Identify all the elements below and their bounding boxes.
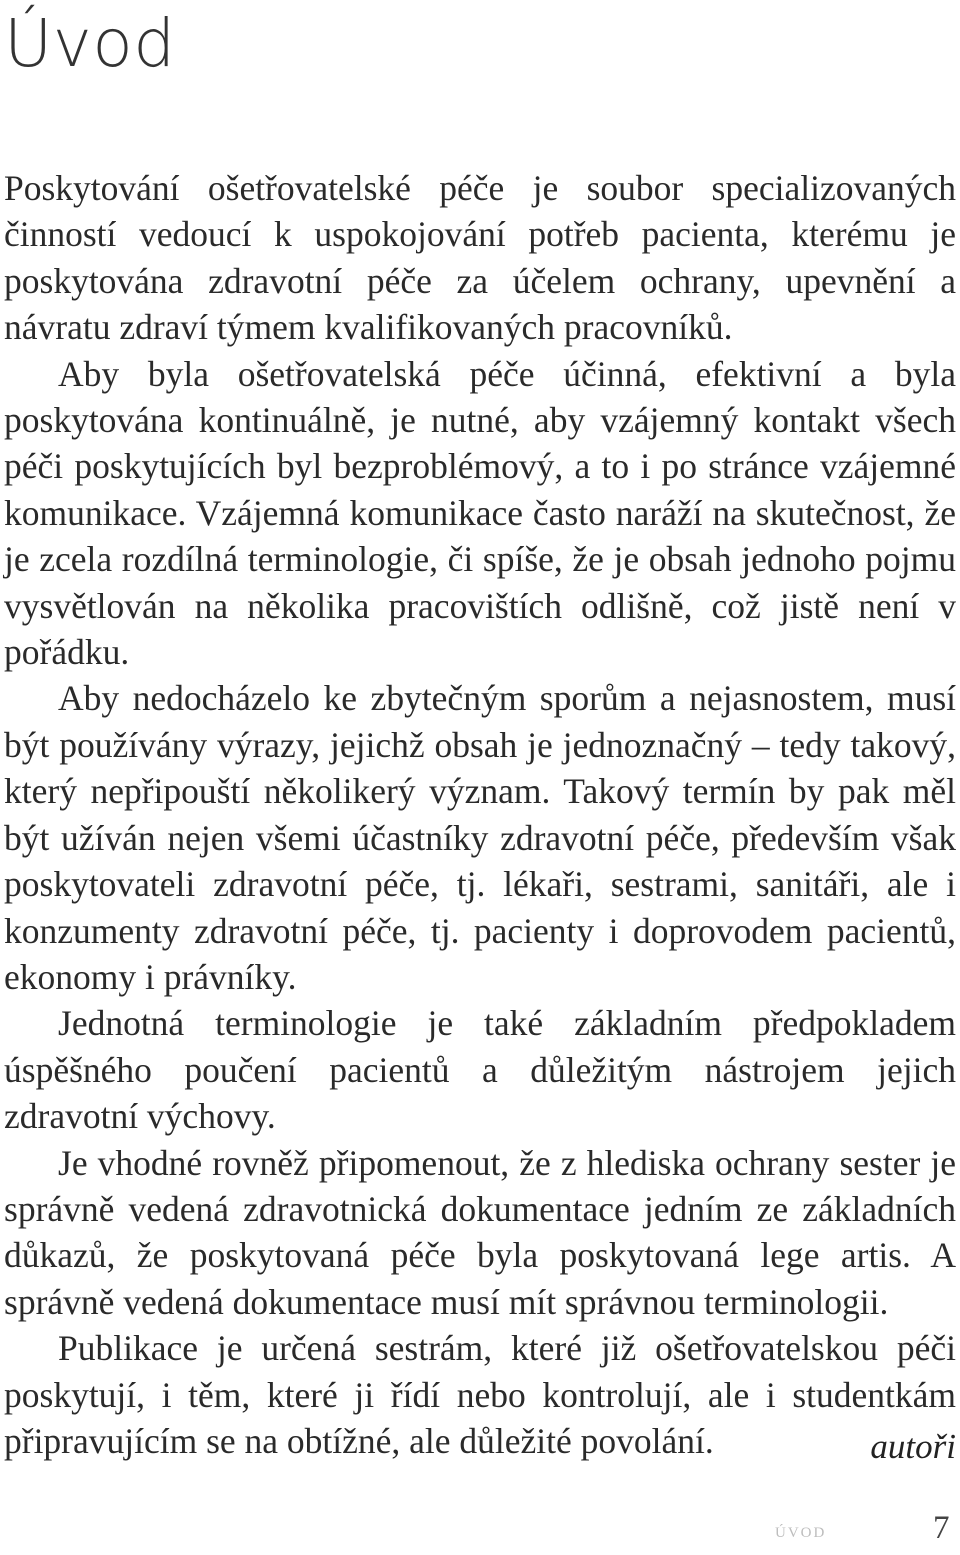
- paragraph-5: Je vhodné rovněž připomenout, že z hlediska ochrany sester je správně vedená zdravotnická dokumentace jedním ze základních důkazů, že poskytovaná péče byla poskytovaná lege artis. A správně vedená dokumentace musí mít správnou terminologii.: [4, 1142, 956, 1322]
- page-number: 7: [933, 1510, 950, 1546]
- paragraph-6: Publikace je určená sestrám, které již ošetřovatelskou péči poskytují, i těm, které ji řídí nebo kontrolují, ale i studentkám připravujícím se na obtížné, ale důležité povolání.: [4, 1328, 956, 1461]
- page-title: Úvod: [4, 5, 176, 82]
- signature: autoři: [870, 1427, 956, 1466]
- running-footer-section: úvod: [775, 1517, 827, 1542]
- paragraph-3: Aby nedocházelo ke zbytečným sporům a nejasnostem, musí být používány výrazy, jejichž obsah je jednoznačný – tedy takový, který nepřipouští několikerý význam. Takový termín by pak měl být užíván nejen všemi účastníky zdravotní péče, především však poskytovateli zdravotní péče, tj. lékaři, sestrami, sanitáři, ale i konzumenty zdravotní péče, tj. pacienty i doprovodem pacientů, ekonomy i právníky.: [4, 678, 956, 997]
- paragraph-1: Poskytování ošetřovatelské péče je soubor specializovaných činností vedoucí k uspokojování potřeb pacienta, kterému je poskytována zdravotní péče za účelem ochrany, upevnění a návratu zdraví týmem kvalifikovaných pracovníků.: [4, 168, 956, 348]
- paragraph-2: Aby byla ošetřovatelská péče účinná, efektivní a byla poskytována kontinuálně, je nutné, aby vzájemný kontakt všech péči poskytujících byl bezproblémový, a to i po stránce vzájemné komunikace. Vzájemná komunikace často naráží na skutečnost, že je zcela rozdílná terminologie, či spíše, že je obsah jednoho pojmu vysvětlován na několika pracovištích odlišně, což jistě není v pořádku.: [4, 353, 956, 673]
- paragraph-4: Jednotná terminologie je také základním předpokladem úspěšného poučení pacientů a důležitým nástrojem jejich zdravotní výchovy.: [4, 1003, 956, 1137]
- body-text: [4, 165, 956, 1464]
